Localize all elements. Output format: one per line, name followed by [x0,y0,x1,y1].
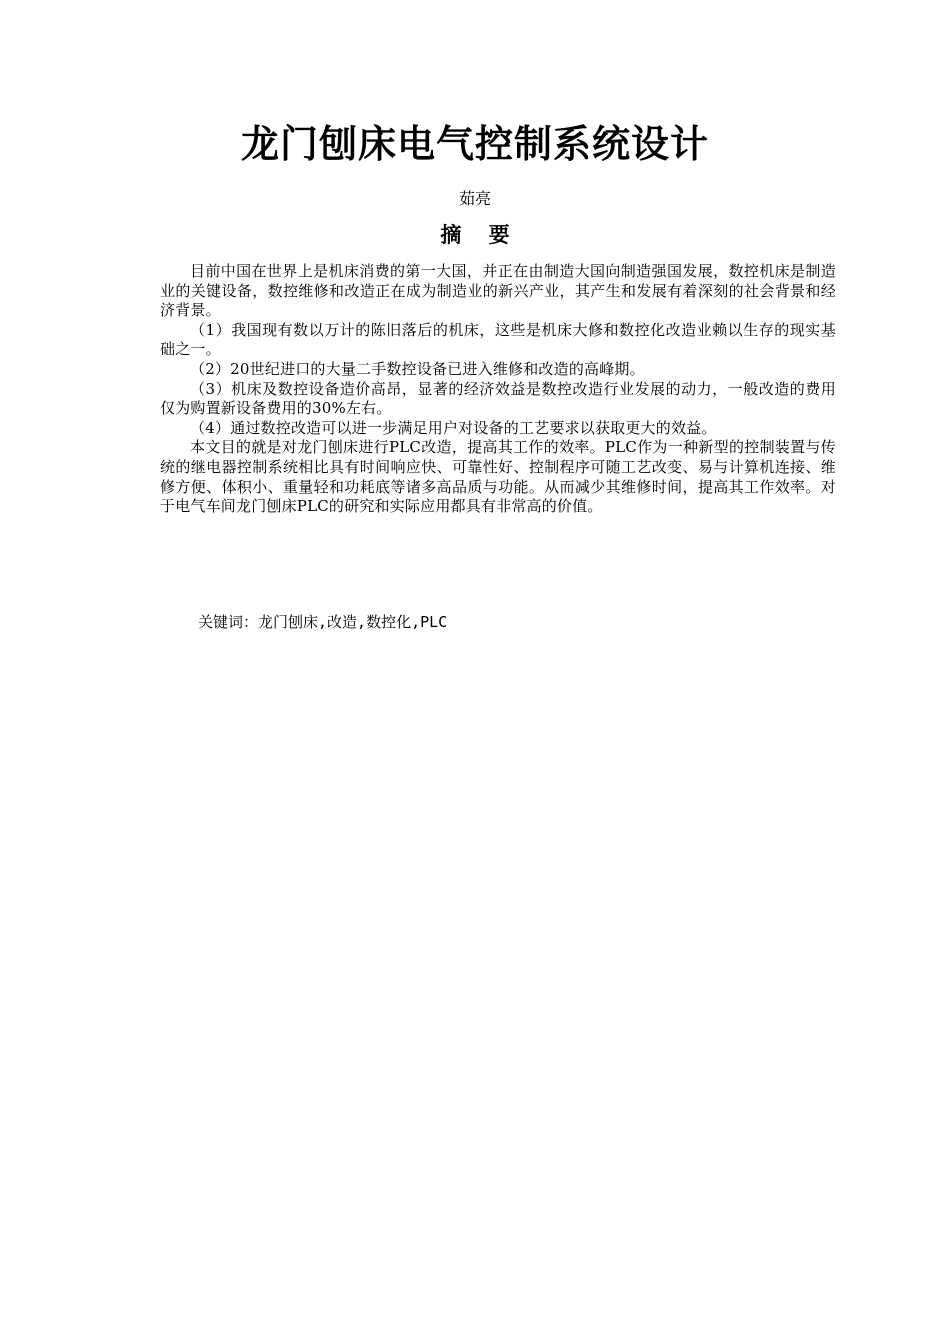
abstract-heading: 摘 要 [440,223,520,247]
paper-title: 龙门刨床电气控制系统设计 [240,122,709,166]
abstract-paragraph: （2）20世纪进口的大量二手数控设备已进入维修和改造的高峰期。 [190,359,645,378]
abstract-paragraph: （4）通过数控改造可以进一步满足用户对设备的工艺要求以获取更大的效益。 [190,418,717,437]
paper-author: 茹亮 [458,189,491,208]
abstract-paragraph: 本文目的就是对龙门刨床进行PLC改造，提高其工作的效率。PLC作为一种新型的控制装置与传统的继电器控制系统相比具有时间响应快、可靠性好、控制程序可随工艺改变、易与计算机连接、维修方便、体积小、重量轻和功耗底等诸多高品质与功能。从而减少其维修时间，提高其工作效率。对于电气车间龙门刨床PLC的研究和实际应用都具有非常高的价值。 [160,438,836,516]
keywords-line: 关键词：龙门刨床,改造,数控化,PLC [198,613,448,631]
abstract-paragraph: （1）我国现有数以万计的陈旧落后的机床，这些是机床大修和数控化改造业赖以生存的现实基础之一。 [160,320,836,359]
abstract-body [160,262,836,517]
abstract-paragraph: 目前中国在世界上是机床消费的第一大国，并正在由制造大国向制造强国发展，数控机床是制造业的关键设备，数控维修和改造正在成为制造业的新兴产业，其产生和发展有着深刻的社会背景和经济背景。 [160,262,836,320]
abstract-paragraph: （3）机床及数控设备造价高昂，显著的经济效益是数控改造行业发展的动力，一般改造的费用仅为购置新设备费用的30%左右。 [160,379,836,418]
